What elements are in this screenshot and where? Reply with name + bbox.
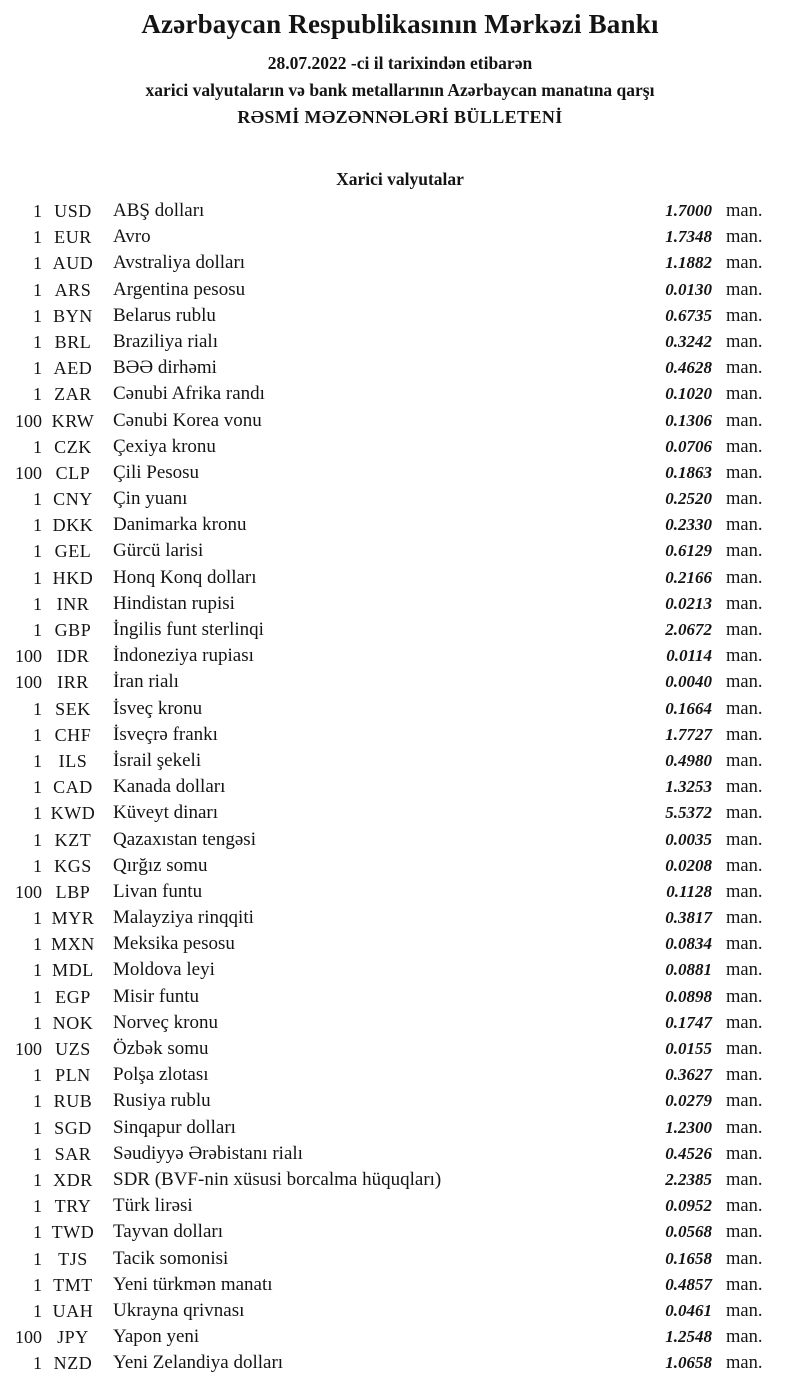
quantity-cell: 100: [15, 646, 42, 667]
rate-value-cell: 0.6129: [665, 541, 712, 561]
currency-name-cell: Yeni türkmən manatı: [113, 1273, 273, 1295]
rate-value-cell: 0.0035: [665, 829, 712, 849]
unit-cell: man.: [726, 1196, 763, 1217]
quantity-cell: 1: [33, 1012, 42, 1033]
unit-cell: man.: [726, 567, 763, 588]
currency-name-cell: Qırğız somu: [113, 854, 208, 876]
currency-name-cell: Misir funtu: [113, 985, 200, 1007]
currency-code-cell: UAH: [52, 1300, 94, 1321]
table-row: [0, 1246, 770, 1272]
unit-cell: man.: [726, 934, 763, 955]
currency-code-cell: AUD: [52, 253, 94, 274]
currency-code-cell: PLN: [55, 1065, 91, 1086]
table-row: [0, 879, 770, 905]
table-row: [0, 1350, 770, 1376]
quantity-cell: 1: [33, 227, 42, 248]
rate-value-cell: 0.0568: [665, 1222, 712, 1242]
quantity-cell: 100: [15, 410, 42, 431]
unit-cell: man.: [726, 1012, 763, 1033]
currency-code-cell: AED: [53, 358, 93, 379]
quantity-cell: 100: [15, 1039, 42, 1059]
quantity-cell: 1: [33, 1169, 42, 1190]
unit-cell: man.: [726, 829, 763, 850]
table-row: [0, 224, 770, 250]
table-row: [0, 591, 770, 617]
unit-cell: man.: [726, 1117, 763, 1138]
bulletin-title: RƏSMİ MƏZƏNNƏLƏRİ BÜLLETENİ: [237, 107, 563, 127]
currency-code-cell: GBP: [54, 620, 92, 640]
unit-cell: man.: [726, 279, 763, 300]
table-row: [0, 984, 770, 1010]
currency-name-cell: Argentina pesosu: [113, 278, 246, 300]
unit-cell: man.: [726, 436, 763, 457]
currency-name-cell: Ukrayna qrivnası: [113, 1299, 245, 1321]
table-row: [0, 277, 770, 303]
quantity-cell: 1: [33, 436, 42, 457]
currency-code-cell: MDL: [52, 960, 94, 981]
rate-value-cell: 0.0952: [665, 1196, 712, 1216]
currency-code-cell: CZK: [54, 436, 92, 457]
currency-code-cell: ARS: [54, 279, 92, 300]
unit-cell: man.: [726, 358, 763, 379]
quantity-cell: 1: [33, 305, 42, 326]
quantity-cell: 1: [33, 908, 42, 929]
currency-name-cell: Küveyt dinarı: [113, 802, 219, 824]
unit-cell: man.: [726, 201, 763, 221]
currency-code-cell: SGD: [54, 1117, 92, 1138]
rates-table: [0, 198, 800, 1376]
currency-code-cell: KZT: [54, 829, 92, 850]
quantity-cell: 100: [15, 881, 42, 902]
table-row: [0, 827, 770, 853]
currency-name-cell: İsrail şekeli: [113, 749, 202, 771]
unit-cell: man.: [726, 1222, 763, 1243]
rate-value-cell: 0.1747: [665, 1012, 712, 1032]
rate-value-cell: 0.0834: [665, 934, 712, 954]
currency-name-cell: Norveç kronu: [113, 1011, 218, 1033]
currency-name-cell: Səudiyyə Ərəbistanı rialı: [113, 1142, 303, 1164]
quantity-cell: 1: [33, 698, 42, 719]
rate-value-cell: 0.0881: [665, 960, 712, 980]
unit-cell: man.: [726, 724, 763, 745]
unit-cell: man.: [726, 1353, 763, 1374]
quantity-cell: 1: [33, 384, 42, 405]
quantity-cell: 1: [33, 1143, 42, 1164]
quantity-cell: 1: [33, 1091, 42, 1112]
currency-name-cell: Cənubi Korea vonu: [113, 409, 262, 431]
section-title-foreign-currencies: Xarici valyutalar: [336, 169, 464, 189]
currency-name-cell: Livan funtu: [113, 880, 203, 902]
currency-name-cell: BƏƏ dirhəmi: [113, 357, 217, 379]
currency-name-cell: Avstraliya dolları: [113, 252, 246, 274]
quantity-cell: 100: [15, 672, 42, 693]
unit-cell: man.: [726, 515, 763, 536]
bulletin-subtitle: xarici valyutaların və bank metallarının Azərbaycan manatına qarşı: [145, 80, 655, 100]
rate-value-cell: 0.1306: [665, 410, 712, 430]
table-row: [0, 538, 770, 564]
table-row: [0, 696, 770, 722]
unit-cell: man.: [726, 1039, 763, 1059]
table-row: [0, 486, 770, 512]
quantity-cell: 100: [15, 462, 42, 483]
quantity-cell: 1: [33, 803, 42, 824]
currency-code-cell: GEL: [54, 541, 92, 562]
bank-title: Azərbaycan Respublikasının Mərkəzi Bankı: [141, 9, 659, 39]
quantity-cell: 1: [33, 986, 42, 1007]
table-row: [0, 1036, 770, 1062]
currency-code-cell: DKK: [52, 515, 94, 536]
unit-cell: man.: [726, 541, 763, 562]
unit-cell: man.: [726, 672, 763, 693]
table-row: [0, 434, 770, 460]
unit-cell: man.: [726, 646, 763, 667]
unit-cell: man.: [726, 777, 763, 798]
table-row: [0, 931, 770, 957]
rate-value-cell: 1.7348: [665, 227, 712, 247]
rate-value-cell: 1.0658: [665, 1353, 712, 1373]
currency-name-cell: Çin yuanı: [113, 488, 188, 510]
unit-cell: man.: [726, 1327, 763, 1348]
table-row: [0, 460, 770, 486]
rate-value-cell: 0.0461: [665, 1300, 712, 1320]
currency-name-cell: İndoneziya rupiası: [113, 645, 254, 667]
currency-name-cell: Braziliya rialı: [113, 330, 218, 352]
unit-cell: man.: [726, 1143, 763, 1164]
rate-value-cell: 0.0130: [665, 279, 712, 299]
table-row: [0, 1324, 770, 1350]
currency-name-cell: Hindistan rupisi: [113, 592, 235, 614]
table-row: [0, 303, 770, 329]
currency-code-cell: MYR: [51, 908, 95, 929]
table-row: [0, 355, 770, 381]
currency-name-cell: Tacik somonisi: [113, 1247, 229, 1269]
unit-cell: man.: [726, 489, 763, 510]
currency-name-cell: İngilis funt sterlinqi: [113, 619, 264, 640]
table-row: [0, 381, 770, 407]
quantity-cell: 1: [33, 358, 42, 379]
table-row: [0, 329, 770, 355]
currency-code-cell: IDR: [56, 646, 90, 667]
rate-value-cell: 1.1882: [665, 253, 712, 273]
unit-cell: man.: [726, 1091, 763, 1112]
quantity-cell: 1: [33, 777, 42, 798]
rate-value-cell: 0.1658: [665, 1248, 712, 1268]
quantity-cell: 1: [33, 620, 42, 640]
currency-name-cell: Özbək somu: [113, 1038, 209, 1059]
quantity-cell: 1: [33, 750, 42, 771]
rate-value-cell: 2.0672: [665, 620, 712, 639]
table-row: [0, 512, 770, 538]
rate-value-cell: 0.1128: [666, 881, 712, 901]
table-row: [0, 250, 770, 276]
currency-code-cell: NOK: [52, 1012, 94, 1033]
currency-code-cell: ILS: [58, 750, 88, 771]
quantity-cell: 100: [15, 1327, 42, 1348]
table-row: [0, 1115, 770, 1141]
bulletin-header: [0, 0, 800, 128]
rate-value-cell: 0.0279: [665, 1091, 712, 1111]
rate-value-cell: 0.0114: [666, 646, 712, 666]
unit-cell: man.: [726, 620, 763, 640]
unit-cell: man.: [726, 698, 763, 719]
currency-code-cell: EGP: [55, 986, 91, 1007]
quantity-cell: 1: [33, 567, 42, 588]
rate-value-cell: 0.0208: [665, 855, 712, 875]
currency-name-cell: İsveç kronu: [113, 697, 203, 719]
rate-value-cell: 1.2300: [665, 1117, 712, 1137]
unit-cell: man.: [726, 410, 763, 431]
quantity-cell: 1: [33, 1274, 42, 1295]
currency-name-cell: Avro: [113, 226, 151, 248]
currency-name-cell: Danimarka kronu: [113, 514, 247, 536]
rate-value-cell: 0.2520: [665, 489, 712, 509]
currency-code-cell: TJS: [58, 1248, 88, 1269]
currency-code-cell: HKD: [52, 567, 94, 588]
table-row: [0, 1010, 770, 1036]
currency-code-cell: RUB: [53, 1091, 93, 1112]
table-row: [0, 748, 770, 774]
rate-value-cell: 0.3627: [665, 1065, 712, 1085]
table-row: [0, 408, 770, 434]
currency-code-cell: KGS: [54, 855, 92, 876]
rate-value-cell: 0.4526: [665, 1143, 712, 1163]
rate-value-cell: 1.7727: [665, 724, 712, 744]
currency-name-cell: Tayvan dolları: [113, 1221, 223, 1243]
currency-code-cell: JPY: [57, 1327, 89, 1348]
unit-cell: man.: [726, 986, 763, 1007]
table-row: [0, 643, 770, 669]
quantity-cell: 1: [33, 1196, 42, 1217]
quantity-cell: 1: [33, 515, 42, 536]
unit-cell: man.: [726, 960, 763, 981]
table-row: [0, 1298, 770, 1324]
quantity-cell: 1: [33, 829, 42, 850]
table-row: [0, 957, 770, 983]
unit-cell: man.: [726, 305, 763, 326]
currency-code-cell: IRR: [57, 672, 89, 693]
unit-cell: man.: [726, 331, 763, 352]
table-row: [0, 1062, 770, 1088]
unit-cell: man.: [726, 253, 763, 274]
currency-code-cell: TRY: [54, 1196, 92, 1217]
rate-value-cell: 0.6735: [665, 305, 712, 325]
table-row: [0, 669, 770, 695]
currency-name-cell: Çili Pesosu: [113, 461, 200, 483]
quantity-cell: 1: [33, 1353, 42, 1374]
currency-name-cell: Yeni Zelandiya dolları: [113, 1352, 284, 1374]
rate-value-cell: 0.4857: [665, 1274, 712, 1294]
currency-name-cell: Polşa zlotası: [113, 1064, 209, 1086]
currency-code-cell: CHF: [54, 724, 92, 745]
currency-name-cell: Çexiya kronu: [113, 435, 216, 457]
quantity-cell: 1: [33, 724, 42, 745]
currency-code-cell: EUR: [54, 227, 92, 248]
rate-value-cell: 0.3817: [665, 908, 712, 928]
rate-value-cell: 1.7000: [665, 201, 712, 220]
currency-code-cell: CAD: [53, 777, 93, 798]
table-row: [0, 800, 770, 826]
rate-value-cell: 0.0040: [665, 672, 712, 692]
rate-value-cell: 0.1020: [665, 384, 712, 404]
unit-cell: man.: [726, 803, 763, 824]
currency-name-cell: Meksika pesosu: [113, 933, 235, 955]
currency-code-cell: NZD: [53, 1353, 93, 1374]
currency-name-cell: Gürcü larisi: [113, 540, 204, 562]
currency-name-cell: Malayziya rinqqiti: [113, 907, 254, 929]
quantity-cell: 1: [33, 489, 42, 510]
unit-cell: man.: [726, 855, 763, 876]
rate-value-cell: 1.3253: [665, 777, 712, 797]
unit-cell: man.: [726, 1274, 763, 1295]
currency-name-cell: Belarus rublu: [113, 304, 216, 326]
currency-name-cell: Rusiya rublu: [113, 1090, 211, 1112]
quantity-cell: 1: [33, 1222, 42, 1243]
currency-name-cell: Honq Konq dolları: [113, 566, 257, 588]
currency-name-cell: Kanada dolları: [113, 776, 226, 798]
currency-name-cell: Moldova leyi: [113, 959, 215, 981]
unit-cell: man.: [726, 462, 763, 483]
unit-cell: man.: [726, 1248, 763, 1269]
currency-code-cell: SEK: [55, 698, 91, 719]
currency-code-cell: TWD: [51, 1222, 95, 1243]
currency-name-cell: Yapon yeni: [113, 1326, 200, 1348]
unit-cell: man.: [726, 908, 763, 929]
quantity-cell: 1: [33, 541, 42, 562]
unit-cell: man.: [726, 1169, 763, 1190]
rate-value-cell: 0.1664: [665, 698, 712, 718]
currency-code-cell: CLP: [55, 462, 91, 483]
unit-cell: man.: [726, 1300, 763, 1321]
effective-date-line: 28.07.2022 -ci il tarixindən etibarən: [267, 53, 533, 73]
rate-value-cell: 1.2548: [665, 1327, 712, 1347]
currency-code-cell: TMT: [53, 1274, 93, 1295]
currency-name-cell: Türk lirəsi: [113, 1195, 193, 1217]
quantity-cell: 1: [33, 1248, 42, 1269]
table-row: [0, 1141, 770, 1167]
table-row: [0, 853, 770, 879]
unit-cell: man.: [726, 227, 763, 248]
rate-value-cell: 0.0706: [665, 436, 712, 456]
unit-cell: man.: [726, 1065, 763, 1086]
quantity-cell: 1: [33, 331, 42, 352]
currency-code-cell: UZS: [55, 1039, 91, 1059]
currency-name-cell: İran rialı: [113, 671, 179, 693]
quantity-cell: 1: [33, 960, 42, 981]
quantity-cell: 1: [33, 201, 42, 221]
table-row: [0, 1193, 770, 1219]
unit-cell: man.: [726, 881, 763, 902]
quantity-cell: 1: [33, 855, 42, 876]
quantity-cell: 1: [33, 1117, 42, 1138]
table-row: [0, 565, 770, 591]
quantity-cell: 1: [33, 253, 42, 274]
table-row: [0, 617, 770, 643]
unit-cell: man.: [726, 750, 763, 771]
rate-value-cell: 0.1863: [665, 462, 712, 482]
table-row: [0, 774, 770, 800]
rate-value-cell: 0.0898: [665, 986, 712, 1006]
currency-code-cell: MXN: [51, 934, 95, 955]
rate-value-cell: 5.5372: [665, 803, 712, 823]
table-row: [0, 1088, 770, 1114]
currency-code-cell: KWD: [50, 803, 96, 824]
currency-name-cell: ABŞ dolları: [113, 200, 205, 221]
currency-code-cell: USD: [54, 201, 92, 221]
rate-value-cell: 0.4980: [665, 750, 712, 770]
table-row: [0, 198, 770, 224]
currency-code-cell: BYN: [53, 305, 93, 326]
currency-code-cell: INR: [56, 593, 90, 614]
rate-value-cell: 0.2330: [665, 515, 712, 535]
table-row: [0, 722, 770, 748]
rate-value-cell: 0.0213: [665, 593, 712, 613]
quantity-cell: 1: [33, 593, 42, 614]
rate-value-cell: 0.0155: [665, 1039, 712, 1058]
quantity-cell: 1: [33, 1065, 42, 1086]
table-row: [0, 905, 770, 931]
rate-value-cell: 0.3242: [665, 331, 712, 351]
table-row: [0, 1219, 770, 1245]
currency-name-cell: İsveçrə frankı: [113, 723, 218, 745]
rate-value-cell: 0.2166: [665, 567, 712, 587]
currency-code-cell: ZAR: [54, 384, 92, 405]
quantity-cell: 1: [33, 1300, 42, 1321]
currency-code-cell: XDR: [53, 1169, 93, 1190]
quantity-cell: 1: [33, 934, 42, 955]
currency-name-cell: Qazaxıstan tengəsi: [113, 828, 256, 850]
table-row: [0, 1272, 770, 1298]
currency-code-cell: LBP: [55, 881, 91, 902]
currency-name-cell: Cənubi Afrika randı: [113, 383, 265, 405]
currency-code-cell: BRL: [54, 331, 92, 352]
unit-cell: man.: [726, 593, 763, 614]
rate-value-cell: 0.4628: [665, 358, 712, 378]
rate-value-cell: 2.2385: [665, 1169, 712, 1189]
currency-code-cell: CNY: [53, 489, 93, 510]
table-row: [0, 1167, 770, 1193]
currency-code-cell: KRW: [51, 410, 95, 431]
currency-name-cell: Sinqapur dolları: [113, 1116, 236, 1138]
unit-cell: man.: [726, 384, 763, 405]
currency-code-cell: SAR: [54, 1143, 92, 1164]
quantity-cell: 1: [33, 279, 42, 300]
currency-name-cell: SDR (BVF-nin xüsusi borcalma hüquqları): [113, 1168, 442, 1190]
